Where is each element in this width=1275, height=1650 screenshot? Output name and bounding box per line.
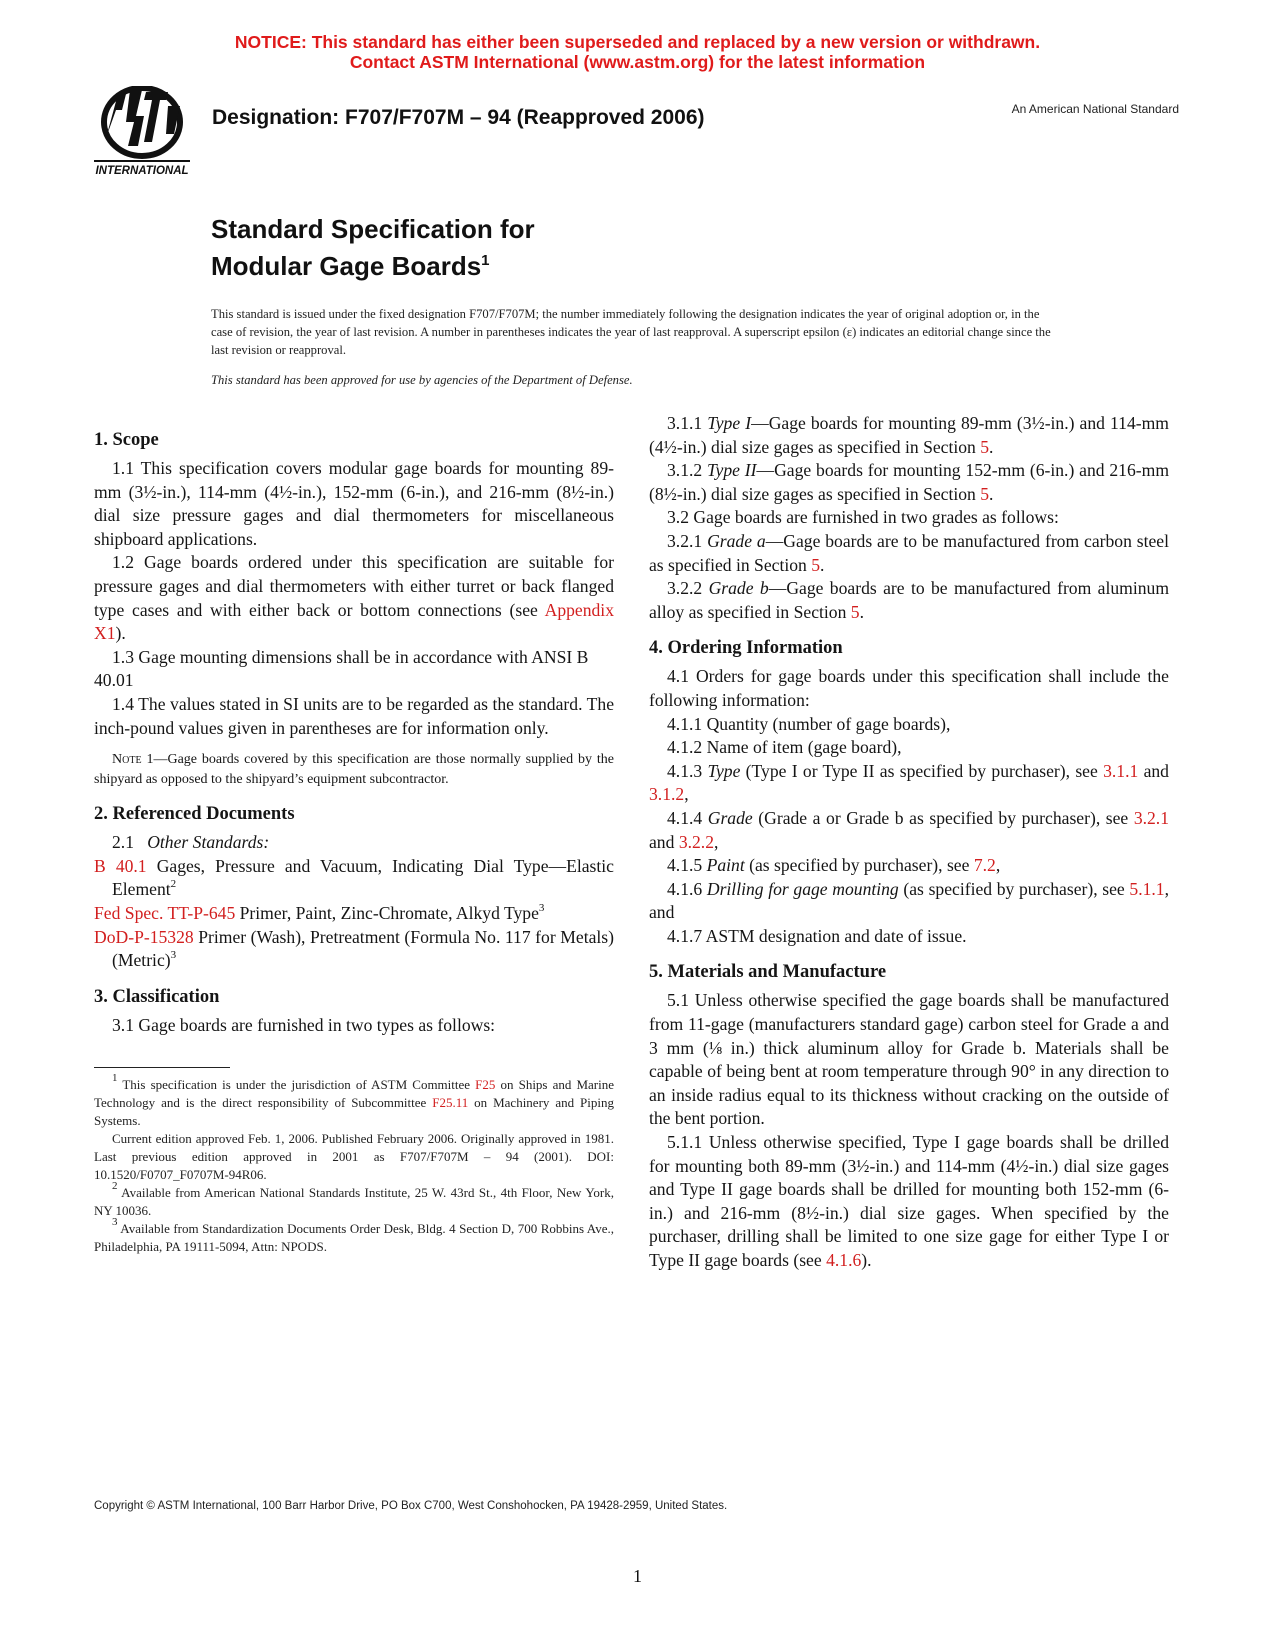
footnote-1-edition: Current edition approved Feb. 1, 2006. Published February 2006. Originally approved in 1981. Last previous edition approved in 2001 as F707/F707M – 94 (2001). DOI: 10.1520/F0707_F0707M-94R06.: [94, 1131, 614, 1183]
reference-fed-spec: Fed Spec. TT-P-645 Primer, Paint, Zinc-Chromate, Alkyd Type$^3$: [94, 901, 545, 923]
para-4-1-1: 4.1.1 Quantity (number of gage boards),: [667, 713, 951, 734]
superseded-notice: [0, 32, 1275, 72]
section-4-heading: 4. Ordering Information: [649, 638, 843, 659]
para-3-1-2: 3.1.2 Type II—Gage boards for mounting 152-mm (6-in.) and 216-mm (8½-in.) dial size gages as specified in Section 5.: [649, 460, 1170, 504]
page-number: 1: [633, 1566, 642, 1586]
footnotes: [94, 1072, 614, 1256]
para-4-1-6: 4.1.6 Drilling for gage mounting (as specified by purchaser), see 5.1.1, and: [649, 878, 1169, 923]
link-3-2-2[interactable]: 3.2.2: [678, 831, 714, 852]
copyright: Copyright © ASTM International, 100 Barr Harbor Drive, PO Box C700, West Conshohocken, PA 19428-2959, United States.: [94, 1500, 728, 1512]
footnote-1: $^1$ This specification is under the jurisdiction of ASTM Committee F25 on Ships and Marine Technology and is the direct responsibility of Subcommittee F25.11 on Machinery and Piping Systems.: [94, 1072, 614, 1129]
fed-spec-link[interactable]: Fed Spec. TT-P-645: [94, 902, 236, 923]
reference-b40-1: B 40.1 Gages, Pressure and Vacuum, Indicating Dial Type—Elastic Element$^2$: [94, 855, 614, 900]
para-3-1-1: 3.1.1 Type I—Gage boards for mounting 89-mm (3½-in.) and 114-mm (4½-in.) dial size gages as specified in Section 5.: [649, 413, 1169, 457]
link-5-1-1[interactable]: 5.1.1: [1129, 878, 1165, 899]
section-1-heading: 1. Scope: [94, 430, 159, 450]
footnote-rule: [94, 1067, 230, 1068]
issue-statement: [211, 305, 1061, 389]
american-national-standard: An American National Standard: [1011, 102, 1179, 116]
title-line-2: Modular Gage Boards$^1$: [211, 251, 490, 281]
link-3-2-1[interactable]: 3.2.1: [1133, 807, 1169, 828]
section-3-heading: 3. Classification: [94, 986, 220, 1007]
link-4-1-6[interactable]: 4.1.6: [826, 1250, 862, 1270]
note-label: Note: [112, 752, 142, 768]
link-7-2[interactable]: 7.2: [973, 855, 996, 876]
reference-dod: DoD-P-15328 Primer (Wash), Pretreatment (Formula No. 117 for Metals) (Metric)$^3$: [94, 926, 614, 971]
section-5-link[interactable]: 5: [850, 601, 860, 622]
f25-link[interactable]: F25: [475, 1077, 496, 1093]
footnote-2: $^2$ Available from American National Standards Institute, 25 W. 43rd St., 4th Floor, New York, NY 10036.: [94, 1180, 614, 1219]
dod-p-15328-link[interactable]: DoD-P-15328: [94, 926, 194, 947]
para-4-1-7: 4.1.7 ASTM designation and date of issue.: [667, 925, 967, 946]
para-5-1-1: 5.1.1 Unless otherwise specified, Type I gage boards shall be drilled for mounting both 89-mm (3½-in.) and 114-mm (4½-in.) dial size gages and Type II gage boards shall be drilled for mounting both 152-mm (6-in.) and 216-mm (8½-in.) dial size gages. When specified by the purchaser, drilling shall be limited to one size gage for either Type I or Type II gage boards (see 4.1.6).: [649, 1132, 1169, 1270]
para-3-1: 3.1 Gage boards are furnished in two types as follows:: [112, 1014, 496, 1035]
section-2-heading: 2. Referenced Documents: [94, 804, 295, 825]
para-3-2-2: 3.2.2 Grade b—Gage boards are to be manufactured from aluminum alloy as specified in Section 5.: [649, 578, 1170, 622]
designation: Designation: F707/F707M – 94 (Reapproved 2006): [212, 106, 705, 129]
logo-text: INTERNATIONAL: [95, 165, 189, 177]
title-line-1: Standard Specification for: [211, 214, 535, 244]
right-column: [649, 412, 1169, 1273]
issued-text: This standard is issued under the fixed designation F707/F707M; the number immediately following the designation indicates the year of original adoption or, in the case of revision, the year of last revision. A number in parentheses indicates the year of last reapproval. A superscript epsilon (ε) indicates an editorial change since the last revision or reapproval.: [211, 307, 1051, 357]
footnote-3: $^3$ Available from Standardization Documents Order Desk, Bldg. 4 Section D, 700 Robbins Ave., Philadelphia, PA 19111-5094, Attn: NPODS.: [94, 1216, 614, 1255]
para-2-1: 2.1 Other Standards:: [112, 832, 270, 853]
appendix-x1-link[interactable]: Appendix X1: [94, 599, 614, 644]
para-3-2-1: 3.2.1 Grade a—Gage boards are to be manufactured from carbon steel as specified in Section 5.: [649, 530, 1169, 575]
notice-line-1: NOTICE: This standard has either been superseded and replaced by a new version or withdrawn.: [234, 32, 1041, 52]
para-1-1: 1.1 This specification covers modular gage boards for mounting 89-mm (3½-in.), 114-mm (4½-in.), 152-mm (6-in.), and 216-mm (8½-in.) dial size pressure gages and dial thermometers for miscellaneous shipboard applications.: [94, 458, 614, 549]
section-5-link[interactable]: 5: [980, 436, 990, 457]
para-4-1-5: 4.1.5 Paint (as specified by purchaser), see 7.2,: [667, 855, 1001, 876]
note-1: Note 1—Gage boards covered by this specification are those normally supplied by the shipyard as opposed to the shipyard’s equipment subcontractor.: [94, 752, 614, 788]
f25-11-link[interactable]: F25.11: [432, 1095, 469, 1111]
para-4-1-2: 4.1.2 Name of item (gage board),: [667, 737, 902, 758]
section-5-heading: 5. Materials and Manufacture: [649, 962, 887, 983]
para-5-1: 5.1 Unless otherwise specified the gage boards shall be manufactured from 11-gage (manufacturers standard gage) carbon steel for Grade a and 3 mm (⅛ in.) thick aluminum alloy for Grade b. Materials shall be capable of being bent at room temperature through 90° in any direction to an inside radius equal to its thickness without cracking on the outside of the bent portion.: [649, 990, 1169, 1129]
dod-approval: This standard has been approved for use by agencies of the Department of Defense.: [211, 373, 633, 387]
astm-logo: [92, 86, 192, 178]
para-3-2: 3.2 Gage boards are furnished in two grades as follows:: [667, 507, 1059, 528]
b40-1-link[interactable]: B 40.1: [94, 855, 147, 876]
link-3-1-2[interactable]: 3.1.2: [649, 784, 685, 805]
link-3-1-1[interactable]: 3.1.1: [1103, 760, 1139, 781]
notice-line-2: Contact ASTM International (www.astm.org) for the latest information: [349, 52, 926, 72]
section-5-link[interactable]: 5: [811, 554, 821, 575]
document-title: [211, 214, 535, 282]
para-4-1: 4.1 Orders for gage boards under this specification shall include the following information:: [649, 666, 1169, 710]
para-1-3: 1.3 Gage mounting dimensions shall be in accordance with ANSI B 40.01: [94, 646, 589, 691]
title-footnote-mark: 1: [481, 252, 490, 269]
para-4-1-4: 4.1.4 Grade (Grade a or Grade b as specified by purchaser), see 3.2.1 and 3.2.2,: [649, 807, 1169, 852]
para-1-2: 1.2 Gage boards ordered under this specification are suitable for pressure gages and dial thermometers with either turret or back flanged type cases and with either back or bottom connections (see Appendix X1).: [94, 552, 614, 644]
left-column: [94, 428, 614, 1256]
section-5-link[interactable]: 5: [980, 483, 990, 504]
para-1-4: 1.4 The values stated in SI units are to be regarded as the standard. The inch-pound values given in parentheses are for information only.: [94, 693, 614, 738]
astm-logo-icon: [92, 86, 192, 178]
para-4-1-3: 4.1.3 Type (Type I or Type II as specified by purchaser), see 3.1.1 and 3.1.2,: [649, 760, 1169, 805]
